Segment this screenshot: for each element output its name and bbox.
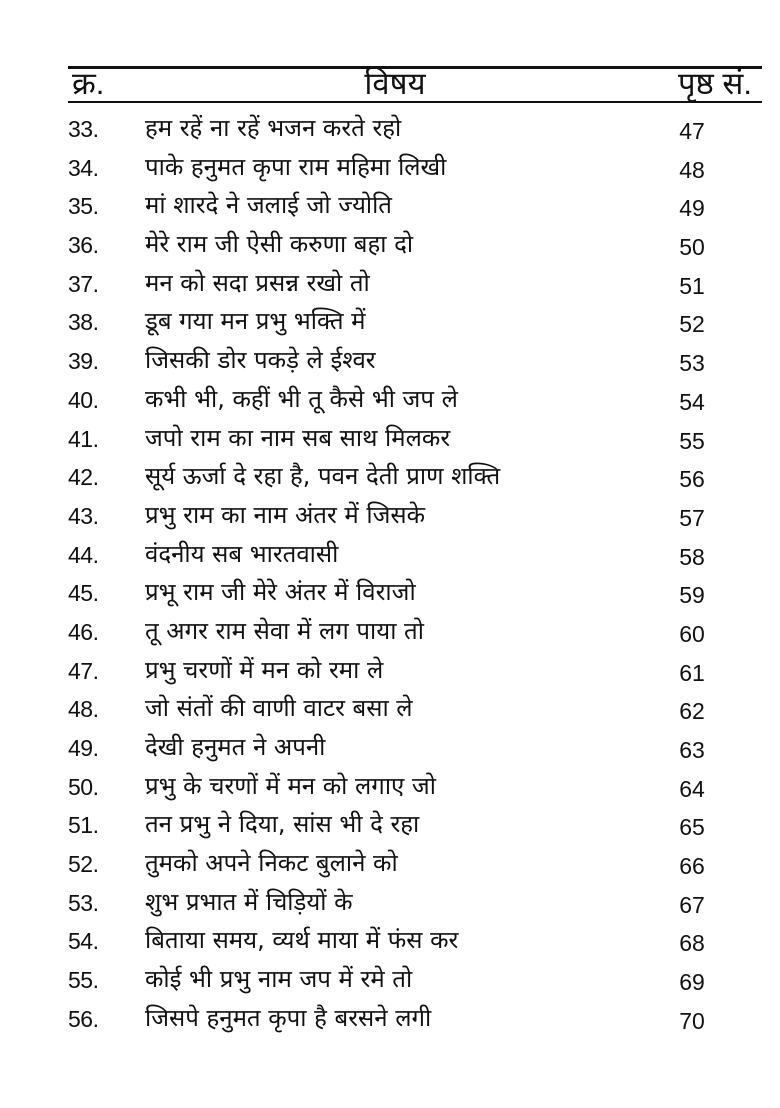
entry-number: 36.	[68, 232, 99, 259]
entry-title: देखी हनुमत ने अपनी	[145, 733, 326, 761]
header-bottom-rule	[68, 101, 762, 103]
entry-title: प्रभु चरणों में मन को रमा ले	[145, 655, 384, 684]
entry-page: 57	[679, 504, 705, 531]
entry-number: 54.	[68, 928, 99, 955]
header-serial: क्र.	[72, 66, 105, 101]
header-subject: विषय	[364, 66, 426, 101]
contents-entry	[0, 576, 780, 615]
contents-entry	[0, 344, 780, 383]
contents-entry	[0, 112, 780, 151]
entry-title: मन को सदा प्रसन्न रखो तो	[145, 268, 370, 297]
entry-number: 49.	[68, 735, 99, 761]
contents-entry	[0, 847, 780, 886]
entry-page: 59	[679, 582, 705, 609]
contents-entry	[0, 189, 780, 228]
contents-entry	[0, 383, 780, 422]
entry-page: 55	[679, 427, 705, 454]
entry-number: 42.	[68, 464, 99, 491]
entry-title: बिताया समय, व्यर्थ माया में फंस कर	[145, 926, 459, 955]
contents-entry	[0, 267, 780, 306]
entry-title: तन प्रभु ने दिया, सांस भी दे रहा	[145, 810, 420, 839]
entry-number: 41.	[68, 425, 99, 452]
entry-number: 44.	[68, 541, 99, 568]
entry-title: जपो राम का नाम सब साथ मिलकर	[145, 423, 451, 452]
entry-title: प्रभु राम का नाम अंतर में जिसके	[145, 500, 426, 529]
entry-page: 51	[679, 272, 705, 299]
entry-page: 67	[679, 891, 705, 918]
entry-page: 50	[679, 234, 705, 261]
contents-entry	[0, 731, 780, 770]
entry-number: 47.	[68, 657, 99, 684]
entry-title: जिसपे हनुमत कृपा है बरसने लगी	[145, 1003, 432, 1032]
contents-entry	[0, 770, 780, 809]
entry-number: 37.	[68, 270, 99, 297]
entry-number: 53.	[68, 889, 99, 916]
entry-title: जो संतों की वाणी वाटर बसा ले	[145, 694, 413, 723]
entry-number: 48.	[68, 696, 99, 723]
entry-number: 52.	[68, 851, 99, 878]
contents-entry	[0, 654, 780, 693]
entry-page: 53	[679, 350, 705, 377]
contents-entry	[0, 422, 780, 461]
entry-number: 46.	[68, 618, 99, 645]
entry-number: 43.	[68, 502, 99, 529]
entry-title: प्रभु के चरणों में मन को लगाए जो	[145, 771, 436, 800]
entry-page: 49	[679, 195, 705, 222]
entry-title: मेरे राम जी ऐसी करुणा बहा दो	[145, 230, 414, 259]
entry-number: 35.	[68, 193, 99, 220]
entry-title: कोई भी प्रभु नाम जप में रमे तो	[145, 965, 413, 994]
entry-title: हम रहें ना रहें भजन करते रहो	[145, 114, 402, 142]
contents-entry	[0, 886, 780, 925]
entry-page: 63	[679, 737, 705, 763]
entry-number: 40.	[68, 386, 99, 413]
entry-title: कभी भी, कहीं भी तू कैसे भी जप ले	[145, 384, 458, 413]
entry-page: 60	[679, 620, 705, 647]
entry-number: 34.	[68, 154, 99, 181]
header-page: पृष्ठ सं.	[677, 66, 752, 101]
entry-number: 38.	[68, 309, 99, 336]
entry-page: 64	[679, 775, 705, 802]
contents-entry	[0, 924, 780, 963]
entry-title: डूब गया मन प्रभु भक्ति में	[145, 307, 366, 336]
contents-entry	[0, 305, 780, 344]
entry-page: 70	[679, 1007, 705, 1034]
entry-title: वंदनीय सब भारतवासी	[145, 539, 339, 568]
entry-page: 69	[679, 969, 705, 996]
entry-title: प्रभू राम जी मेरे अंतर में विराजो	[145, 578, 416, 607]
entry-page: 58	[679, 543, 705, 570]
entry-title: मां शारदे ने जलाई जो ज्योति	[145, 191, 392, 220]
entry-page: 47	[679, 118, 705, 144]
entry-page: 66	[679, 853, 705, 880]
entry-number: 39.	[68, 348, 99, 375]
entry-title: जिसकी डोर पकड़े ले ईश्वर	[145, 346, 376, 375]
entry-title: तुमको अपने निकट बुलाने को	[145, 849, 398, 878]
entry-page: 62	[679, 698, 705, 725]
contents-entry	[0, 808, 780, 847]
contents-entry	[0, 615, 780, 654]
entry-title: पाके हनुमत कृपा राम महिमा लिखी	[145, 152, 447, 181]
contents-entry	[0, 1002, 780, 1041]
contents-entry	[0, 499, 780, 538]
entry-number: 33.	[68, 116, 99, 142]
entry-page: 52	[679, 311, 705, 338]
contents-list	[0, 112, 780, 1041]
entry-page: 65	[679, 814, 705, 841]
entry-number: 56.	[68, 1005, 99, 1032]
entry-title: सूर्य ऊर्जा दे रहा है, पवन देती प्राण शक्ति	[145, 462, 501, 491]
entry-page: 68	[679, 930, 705, 957]
contents-entry	[0, 963, 780, 1002]
entry-title: शुभ प्रभात में चिड़ियों के	[145, 887, 353, 916]
contents-entry	[0, 228, 780, 267]
entry-number: 45.	[68, 580, 99, 607]
entry-number: 55.	[68, 967, 99, 994]
contents-entry	[0, 538, 780, 577]
entry-page: 54	[679, 388, 705, 415]
entry-title: तू अगर राम सेवा में लग पाया तो	[145, 616, 424, 645]
entry-page: 56	[679, 466, 705, 493]
entry-number: 51.	[68, 812, 99, 839]
entry-page: 61	[679, 659, 705, 686]
contents-entry	[0, 151, 780, 190]
entry-number: 50.	[68, 773, 99, 800]
entry-page: 48	[679, 156, 705, 183]
contents-entry	[0, 460, 780, 499]
contents-entry	[0, 692, 780, 731]
